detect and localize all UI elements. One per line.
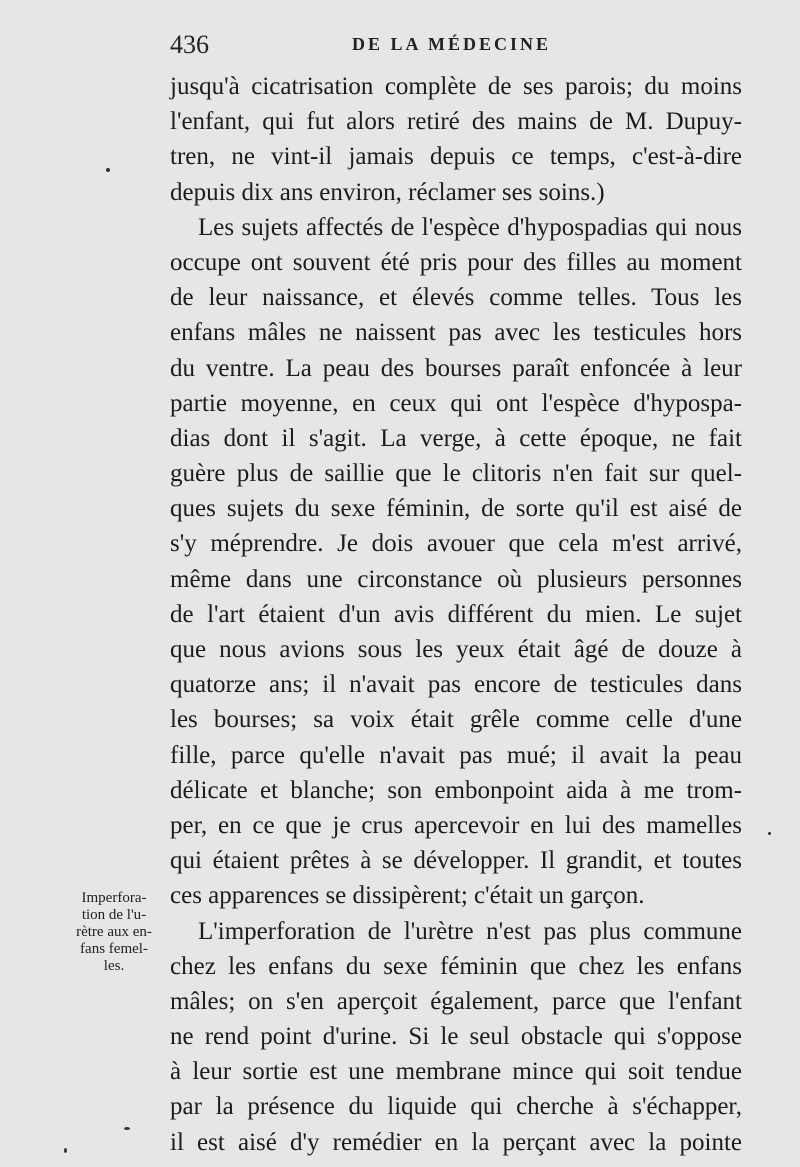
text-line: de leur naissance, et élevés comme telles. Tous les <box>170 284 742 312</box>
page-header <box>0 28 800 64</box>
text-line: qui étaient prêtes à se développer. Il grandit, et toutes <box>170 847 742 875</box>
text-line: depuis dix ans environ, réclamer ses soins.) <box>170 178 605 206</box>
margin-note-line: Imperfora- <box>81 890 147 906</box>
text-line: occupe ont souvent été pris pour des filles au moment <box>170 248 742 276</box>
text-line: même dans une circonstance où plusieurs personnes <box>170 565 742 593</box>
text-line: mâles; on s'en aperçoit également, parce que l'enfant <box>170 987 742 1015</box>
running-title: DE LA MÉDECINE <box>352 34 552 54</box>
text-line: l'enfant, qui fut alors retiré des mains de M. Dupuy- <box>170 108 742 136</box>
margin-note-line: tion de l'u- <box>81 907 147 923</box>
text-line: Les sujets affectés de l'espèce d'hypospadias qui nous <box>198 213 742 241</box>
text-line: ne rend point d'urine. Si le seul obstacle qui s'oppose <box>170 1023 742 1051</box>
text-line: guère plus de saillie que le clitoris n'en fait sur quel- <box>170 460 742 488</box>
text-line: enfans mâles ne naissent pas avec les testicules hors <box>170 319 742 347</box>
margin-note-line: fans femel- <box>80 941 148 957</box>
body-text <box>170 69 742 1160</box>
margin-note-line: rètre aux en- <box>76 924 152 940</box>
text-line: fille, parce qu'elle n'avait pas mué; il avait la peau <box>170 741 742 769</box>
ink-speck <box>106 168 110 172</box>
text-line: tren, ne vint-il jamais depuis ce temps, c'est-à-dire <box>170 143 742 171</box>
text-line: ces apparences se dissipèrent; c'était un garçon. <box>170 882 645 910</box>
margin-note <box>68 890 160 975</box>
text-line: du ventre. La peau des bourses paraît enfoncée à leur <box>170 354 742 382</box>
text-line: de l'art étaient d'un avis différent du mien. Le sujet <box>170 600 742 628</box>
text-line: les bourses; sa voix était grêle comme celle d'une <box>170 706 742 734</box>
text-line: délicate et blanche; son embonpoint aida à me trom- <box>170 776 742 804</box>
ink-speck <box>64 1148 67 1153</box>
text-line: à leur sortie est une membrane mince qui soit tendue <box>170 1058 742 1086</box>
text-line: dias dont il s'agit. La verge, à cette époque, ne fait <box>170 424 742 452</box>
text-line: jusqu'à cicatrisation complète de ses parois; du moins <box>170 73 742 100</box>
text-line: ques sujets du sexe féminin, de sorte qu'il est aisé de <box>170 495 742 523</box>
text-line: quatorze ans; il n'avait pas encore de testicules dans <box>170 671 742 699</box>
text-line: il est aisé d'y remédier en la perçant avec la pointe <box>170 1128 742 1156</box>
text-line: s'y méprendre. Je dois avouer que cela m'est arrivé, <box>170 530 742 558</box>
ink-speck <box>124 1127 130 1130</box>
text-line: per, en ce que je crus apercevoir en lui des mamelles <box>170 811 742 839</box>
margin-note-line: les. <box>103 958 125 974</box>
text-line: partie moyenne, en ceux qui ont l'espèce d'hypospa- <box>170 389 742 417</box>
page-number: 436 <box>170 30 209 59</box>
text-line: L'imperforation de l'urètre n'est pas plus commune <box>198 917 742 945</box>
ink-speck <box>768 832 771 835</box>
text-line: que nous avions sous les yeux était âgé de douze à <box>170 636 742 663</box>
text-line: chez les enfans du sexe féminin que chez les enfans <box>170 952 742 980</box>
text-line: par la présence du liquide qui cherche à s'échapper, <box>170 1093 742 1121</box>
